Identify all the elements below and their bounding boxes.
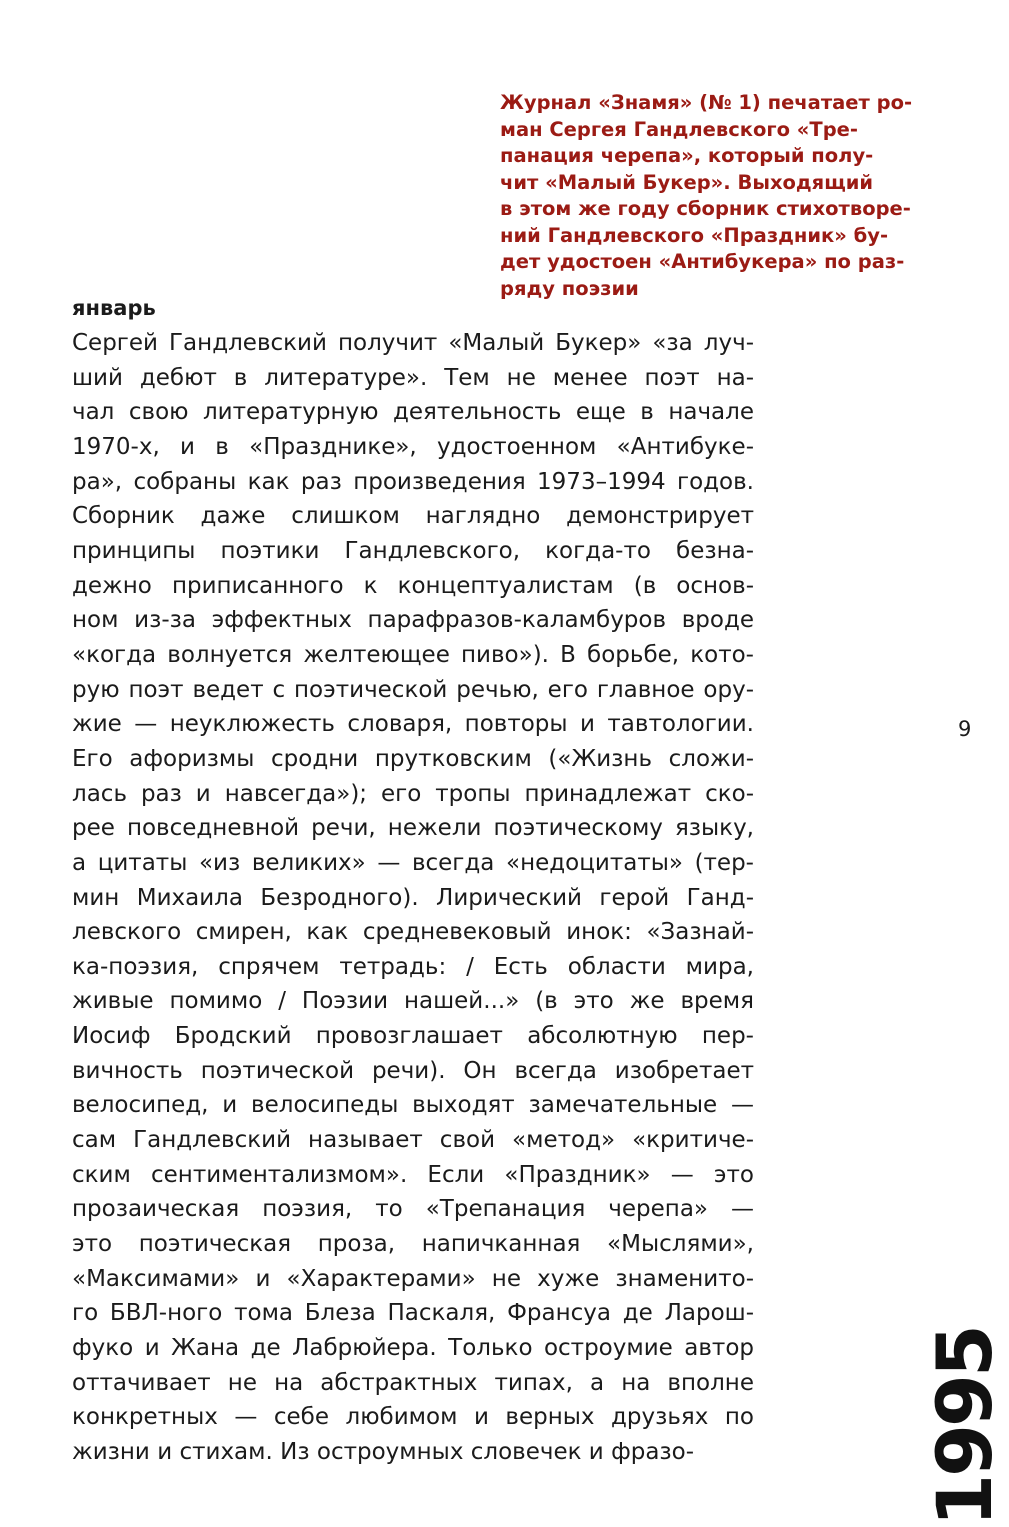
body-line: Иосиф Бродский провозглашает абсолютную пер- (72, 1023, 754, 1050)
sidenote-line: Журнал «Знамя» (№ 1) печатает ро- (500, 91, 913, 114)
sidenote (500, 90, 913, 302)
body-line: жие — неуклюжесть словаря, повторы и тавтологии. (72, 711, 754, 738)
body-line: левского смирен, как средневековый инок: «Зазнай- (72, 919, 754, 946)
body-line: го БВЛ-ного тома Блеза Паскаля, Франсуа де Ларош- (72, 1300, 754, 1327)
sidenote-line: чит «Малый Букер». Выходящий (500, 170, 874, 194)
sidenote-line: в этом же году сборник стихотворе- (500, 197, 911, 220)
sidenote-line: панация черепа», который полу- (500, 144, 874, 167)
year-marker (920, 1327, 1009, 1527)
body-line: «когда волнуется желтеющее пиво»). В борьбе, кото- (72, 641, 754, 668)
sidenote-line: ряду поэзии (500, 276, 639, 300)
body-line: вичность поэтической речи). Он всегда изобретает (72, 1057, 754, 1084)
body-line: Сергей Гандлевский получит «Малый Букер» «за луч- (72, 330, 754, 356)
body-line: а цитаты «из великих» — всегда «недоцитаты» (тер- (72, 849, 754, 876)
body-line: ном из-за эффектных парафразов-каламбуров вроде (72, 607, 754, 634)
body-line: ра», собраны как раз произведения 1973–1994 годов. (72, 468, 754, 495)
body-line: рее повседневной речи, нежели поэтическому языку, (72, 815, 754, 842)
body-line: принципы поэтики Гандлевского, когда-то безна- (72, 537, 754, 564)
body-line: прозаическая поэзия, то «Трепанация черепа» — (72, 1196, 754, 1223)
body-line: велосипед, и велосипеды выходят замечательные — (72, 1092, 754, 1119)
body-line: конкретных — себе любимом и верных друзьях по (72, 1404, 754, 1431)
body-line: живые помимо / Поэзии нашей...» (в это же время (72, 988, 754, 1015)
body-line: Его афоризмы сродни прутковским («Жизнь сложи- (72, 745, 754, 772)
body-line: рую поэт ведет с поэтической речью, его главное ору- (72, 676, 754, 703)
body-line: это поэтическая проза, напичканная «Мыслями», (72, 1231, 754, 1258)
body-line: фуко и Жана де Лабрюйера. Только остроумие автор (72, 1335, 754, 1362)
sidenote-line: ний Гандлевского «Праздник» бу- (500, 223, 889, 247)
body-line: ка-поэзия, спрячем тетрадь: / Есть области мира, (72, 953, 754, 980)
body-line: чал свою литературную деятельность еще в начале (72, 399, 754, 426)
body-line: Сборник даже слишком наглядно демонстрирует (72, 503, 754, 530)
body-line: жизни и стихам. Из остроумных словечек и фразо- (72, 1439, 695, 1465)
body-line: «Максимами» и «Характерами» не хуже знаменито- (72, 1265, 754, 1292)
body-line: мин Михаила Безродного). Лирический герой Ганд- (72, 884, 754, 911)
body-line: дежно приписанного к концептуалистам (в основ- (72, 572, 754, 599)
sidenote-line: ман Сергея Гандлевского «Тре- (500, 117, 858, 141)
body-line: ским сентиментализмом». Если «Праздник» — это (72, 1161, 754, 1188)
body-line: 1970-х, и в «Празднике», удостоенном «Антибуке- (72, 433, 754, 460)
page-number: 9 (958, 717, 972, 741)
section-heading: январь (72, 296, 156, 320)
body-line: оттачивает не на абстрактных типах, а на вполне (72, 1369, 754, 1396)
sidenote-line: дет удостоен «Антибукера» по раз- (500, 250, 905, 273)
year-label: 1995 (920, 1327, 1009, 1527)
body-line: лась раз и навсегда»); его тропы принадлежат ско- (72, 780, 754, 807)
body-text (72, 326, 754, 1470)
body-line: ший дебют в литературе». Тем не менее поэт на- (72, 364, 754, 391)
body-line: сам Гандлевский называет свой «метод» «критиче- (72, 1127, 754, 1154)
